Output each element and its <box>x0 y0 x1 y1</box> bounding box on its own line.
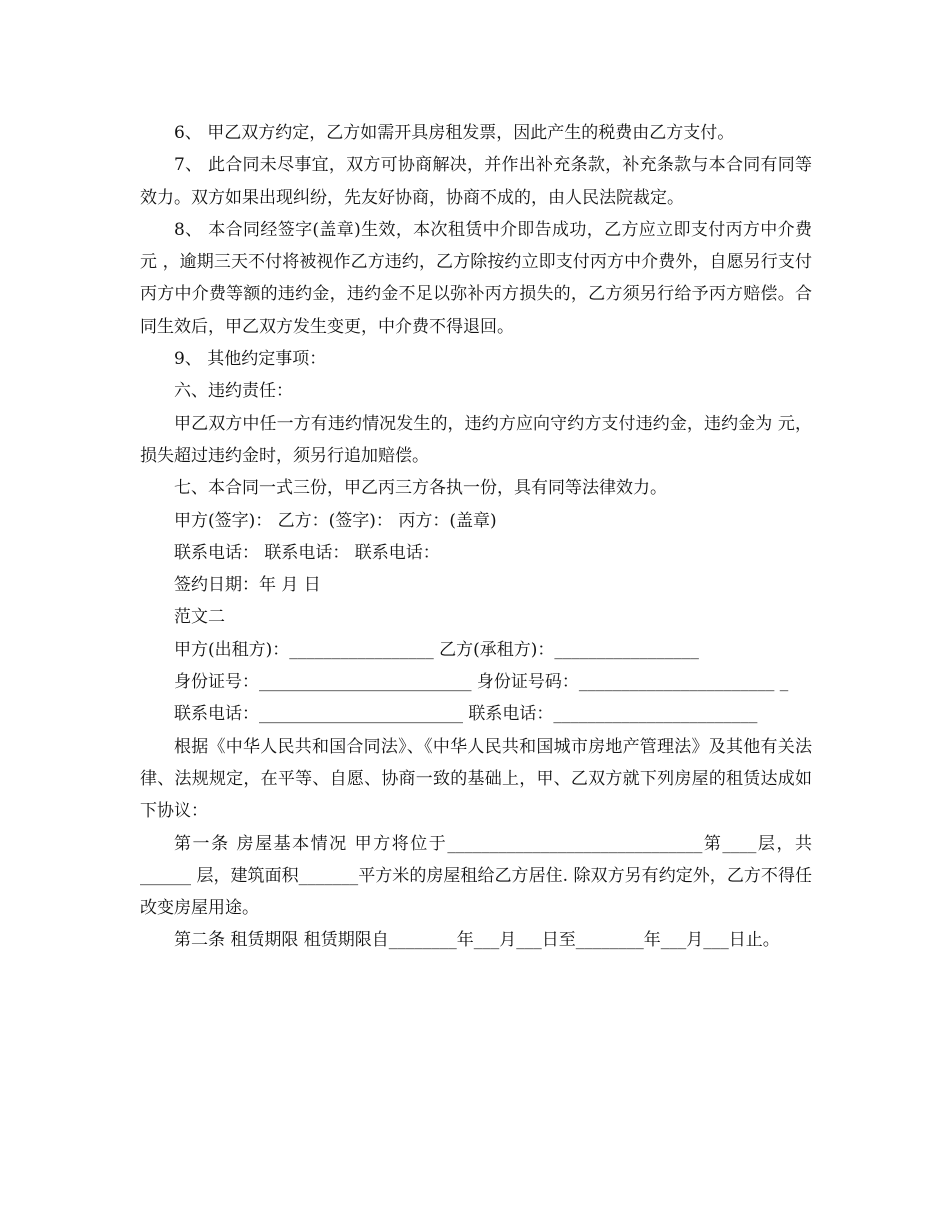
parties-line: 甲方(出租方)：_________________ 乙方(承租方)：_________________ <box>174 639 699 660</box>
contact-phone-line: 联系电话： 联系电话： 联系电话： <box>174 542 440 563</box>
section-heading-breach: 六、违约责任： <box>174 381 293 402</box>
sample-two-heading: 范文二 <box>174 607 225 628</box>
section-heading-copies: 七、本合同一式三份，甲乙丙三方各执一份，具有同等法律效力。 <box>174 478 667 499</box>
paragraph-breach-liability: 甲乙双方中任一方有违约情况发生的，违约方应向守约方支付违约金，违约金为 元，损失超过违约金时，须另行追加赔偿。 <box>140 413 812 466</box>
document-body <box>140 117 818 957</box>
id-number-line: 身份证号：_________________________ 身份证号码：_______________________ _ <box>174 672 789 693</box>
paragraph-clause-9: 9、 其他约定事项： <box>174 349 327 370</box>
paragraph-clause-6: 6、 甲乙双方约定，乙方如需开具房租发票，因此产生的税费由乙方支付。 <box>174 123 735 143</box>
signature-line: 甲方(签字)： 乙方：(签字)： 丙方：(盖章) <box>174 510 497 531</box>
article-two-term: 第二条 租赁期限 租赁期限自________年___月___日至________年___月___日止。 <box>174 930 780 951</box>
phone-line: 联系电话：________________________ 联系电话：________________________ <box>174 704 758 725</box>
paragraph-clause-7: 7、 此合同未尽事宜，双方可协商解决，并作出补充条款，补充条款与本合同有同等效力。双方如果出现纠纷，先友好协商，协商不成的，由人民法院裁定。 <box>140 155 812 208</box>
paragraph-clause-8: 8、 本合同经签字(盖章)生效，本次租赁中介即告成功，乙方应立即支付丙方中介费 元 ，逾期三天不付将被视作乙方违约，乙方除按约立即支付丙方中介费外，自愿另行支付丙方中介费等额的违约金，违约金不足以弥补丙方损失的，乙方须另行给予丙方赔偿。合同生效后，甲乙双方发生变更，中介费不得退回。 <box>140 219 818 337</box>
legal-basis-paragraph: 根据《中华人民共和国合同法》、《中华人民共和国城市房地产管理法》及其他有关法律、法规规定，在平等、自愿、协商一致的基础上，甲、乙双方就下列房屋的租赁达成如下协议： <box>140 736 812 822</box>
signing-date-line: 签约日期：年 月 日 <box>174 575 321 596</box>
article-one-premises: 第一条 房屋基本情况 甲方将位于______________________________第____层，共______ 层，建筑面积_______平方米的房屋租给乙方居住. 除双方另有约定外，乙方不得任改变房屋用途。 <box>140 833 812 919</box>
